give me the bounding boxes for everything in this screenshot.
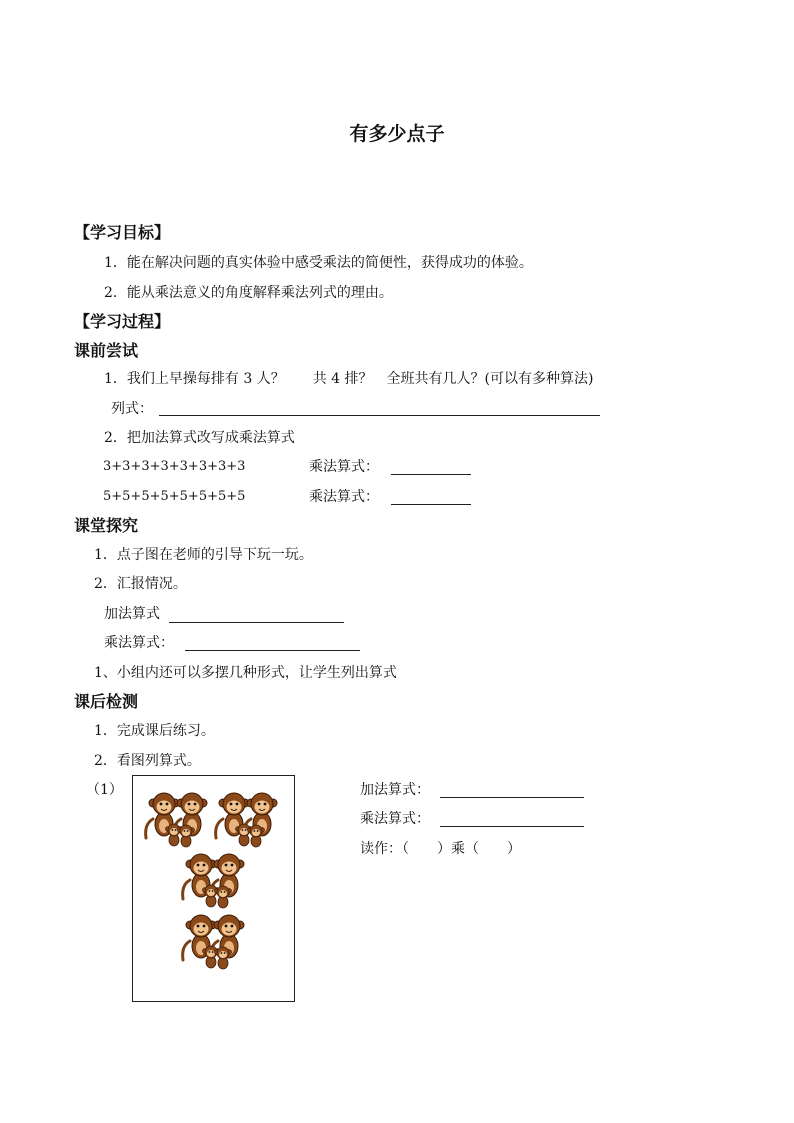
monkey-picture-frame: [132, 775, 295, 1002]
read-as-label: 读作：（ ）乘（ ）: [360, 841, 521, 857]
monkey-family-4: [183, 915, 244, 969]
pre-class-heading: 课前尝试: [74, 341, 139, 360]
objective-item-1: 1．能在解决问题的真实体验中感受乘法的简便性，获得成功的体验。: [104, 255, 533, 271]
monkey-family-illustration: [133, 776, 294, 1001]
multiplication-label-2: 乘法算式：: [309, 489, 379, 505]
objective-item-2: 2．能从乘法意义的角度解释乘法列式的理由。: [104, 285, 393, 301]
monkey-family-3: [183, 854, 244, 908]
pre-class-question-2: 2．把加法算式改写成乘法算式: [104, 430, 295, 446]
explore-addition-label: 加法算式: [104, 606, 160, 622]
post-multiplication-line: [440, 826, 584, 827]
addition-expression-1: 3+3+3+3+3+3+3+3: [103, 459, 246, 474]
monkey-family-1: [146, 793, 207, 847]
post-class-item-2: 2．看图列算式。: [94, 753, 201, 769]
post-addition-line: [440, 797, 584, 798]
multiplication-answer-line-2: [391, 504, 471, 505]
explore-multiplication-line: [185, 650, 360, 651]
multiplication-label-1: 乘法算式：: [309, 459, 379, 475]
post-class-item-1: 1．完成课后练习。: [94, 723, 215, 739]
explore-addition-line: [169, 622, 344, 623]
explore-item-2: 2．汇报情况。: [94, 576, 187, 592]
explore-heading: 课堂探究: [74, 516, 139, 535]
post-class-heading: 课后检测: [74, 692, 139, 711]
formula-answer-line: [159, 415, 600, 416]
post-multiplication-label: 乘法算式：: [360, 811, 430, 827]
post-addition-label: 加法算式：: [360, 782, 430, 798]
addition-expression-2: 5+5+5+5+5+5+5+5: [103, 489, 246, 504]
explore-item-1: 1．点子图在老师的引导下玩一玩。: [94, 547, 313, 563]
explore-item-3: 1、小组内还可以多摆几种形式，让学生列出算式: [94, 665, 397, 681]
monkey-family-2: [216, 793, 277, 847]
objectives-heading: 【学习目标】: [74, 223, 171, 242]
sub-question-number: （1）: [86, 782, 123, 798]
process-heading: 【学习过程】: [74, 312, 171, 331]
explore-multiplication-label: 乘法算式：: [104, 635, 174, 651]
pre-class-question-1: 1．我们上早操每排有 3 人？ 共 4 排？ 全班共有几人？(可以有多种算法): [104, 371, 594, 387]
multiplication-answer-line-1: [391, 474, 471, 475]
formula-label: 列式：: [111, 401, 153, 417]
page-title: 有多少点子: [349, 123, 445, 145]
